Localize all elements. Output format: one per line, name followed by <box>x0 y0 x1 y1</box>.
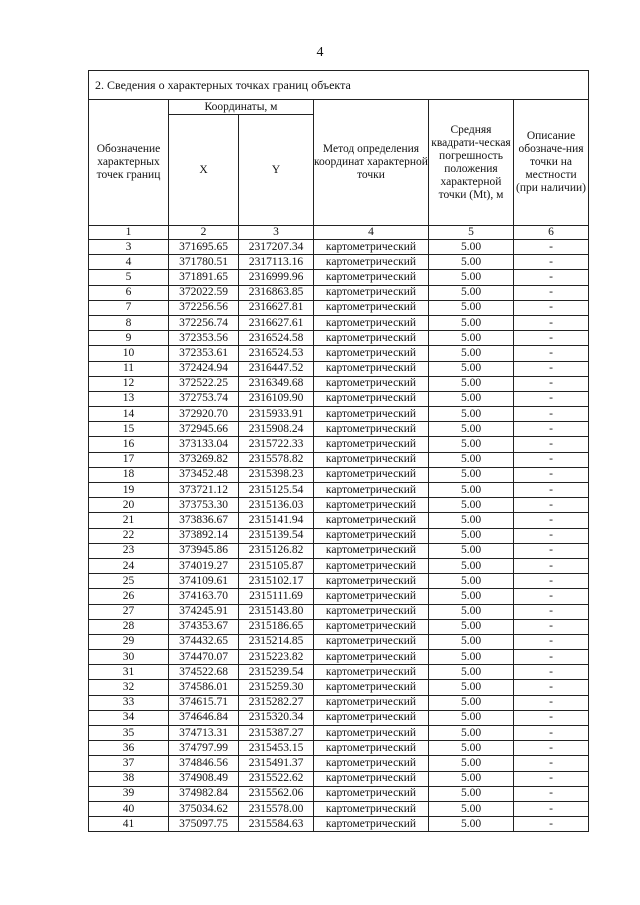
coord-x: 374470.07 <box>169 650 239 665</box>
description: - <box>514 801 589 816</box>
coord-x: 375034.62 <box>169 801 239 816</box>
point-number: 33 <box>89 695 169 710</box>
method: картометрический <box>314 786 429 801</box>
point-number: 17 <box>89 452 169 467</box>
table-row <box>89 285 589 300</box>
coord-x: 374797.99 <box>169 741 239 756</box>
point-number: 40 <box>89 801 169 816</box>
coord-x: 373721.12 <box>169 483 239 498</box>
point-number: 39 <box>89 786 169 801</box>
method: картометрический <box>314 240 429 255</box>
coord-y: 2315578.00 <box>239 801 314 816</box>
coord-x: 372945.66 <box>169 422 239 437</box>
point-number: 18 <box>89 467 169 482</box>
description: - <box>514 771 589 786</box>
error: 5.00 <box>429 437 514 452</box>
error: 5.00 <box>429 300 514 315</box>
coord-y: 2315522.62 <box>239 771 314 786</box>
table-row <box>89 710 589 725</box>
method: картометрический <box>314 467 429 482</box>
error: 5.00 <box>429 710 514 725</box>
point-number: 37 <box>89 756 169 771</box>
description: - <box>514 376 589 391</box>
column-number: 6 <box>514 226 589 240</box>
coord-y: 2315387.27 <box>239 726 314 741</box>
method: картометрический <box>314 817 429 832</box>
error: 5.00 <box>429 285 514 300</box>
coord-y: 2315491.37 <box>239 756 314 771</box>
point-number: 22 <box>89 528 169 543</box>
coord-y: 2315398.23 <box>239 467 314 482</box>
coord-y: 2315320.34 <box>239 710 314 725</box>
method: картометрический <box>314 771 429 786</box>
table-row <box>89 634 589 649</box>
coord-y: 2316863.85 <box>239 285 314 300</box>
coord-x: 371695.65 <box>169 240 239 255</box>
description: - <box>514 619 589 634</box>
description: - <box>514 558 589 573</box>
coord-x: 373945.86 <box>169 543 239 558</box>
point-number: 38 <box>89 771 169 786</box>
table-row <box>89 346 589 361</box>
error: 5.00 <box>429 270 514 285</box>
coord-x: 374908.49 <box>169 771 239 786</box>
coord-x: 374019.27 <box>169 558 239 573</box>
error: 5.00 <box>429 665 514 680</box>
coord-x: 372353.56 <box>169 331 239 346</box>
header-point: Обозначение характерных точек границ <box>89 100 169 226</box>
table-row <box>89 498 589 513</box>
coord-y: 2315722.33 <box>239 437 314 452</box>
description: - <box>514 528 589 543</box>
coord-y: 2315214.85 <box>239 634 314 649</box>
error: 5.00 <box>429 240 514 255</box>
error: 5.00 <box>429 650 514 665</box>
table-row <box>89 255 589 270</box>
point-number: 10 <box>89 346 169 361</box>
table-row <box>89 270 589 285</box>
error: 5.00 <box>429 756 514 771</box>
description: - <box>514 467 589 482</box>
coord-x: 372424.94 <box>169 361 239 376</box>
coord-y: 2315562.06 <box>239 786 314 801</box>
coord-x: 374646.84 <box>169 710 239 725</box>
coord-y: 2315453.15 <box>239 741 314 756</box>
method: картометрический <box>314 331 429 346</box>
column-number: 3 <box>239 226 314 240</box>
coord-y: 2315584.63 <box>239 817 314 832</box>
method: картометрический <box>314 558 429 573</box>
method: картометрический <box>314 422 429 437</box>
coord-x: 374245.91 <box>169 604 239 619</box>
table-body <box>89 240 589 832</box>
table-row <box>89 467 589 482</box>
error: 5.00 <box>429 574 514 589</box>
coord-x: 372256.56 <box>169 300 239 315</box>
table-row <box>89 726 589 741</box>
table-row <box>89 300 589 315</box>
point-number: 31 <box>89 665 169 680</box>
coord-y: 2316109.90 <box>239 391 314 406</box>
coord-y: 2315259.30 <box>239 680 314 695</box>
description: - <box>514 437 589 452</box>
error: 5.00 <box>429 361 514 376</box>
method: картометрический <box>314 255 429 270</box>
header-method: Метод определения координат характерной точки <box>314 100 429 226</box>
point-number: 6 <box>89 285 169 300</box>
error: 5.00 <box>429 558 514 573</box>
error: 5.00 <box>429 255 514 270</box>
coord-x: 373892.14 <box>169 528 239 543</box>
table-row <box>89 665 589 680</box>
coord-y: 2317207.34 <box>239 240 314 255</box>
error: 5.00 <box>429 331 514 346</box>
method: картометрический <box>314 498 429 513</box>
table-row <box>89 513 589 528</box>
point-number: 8 <box>89 315 169 330</box>
point-number: 7 <box>89 300 169 315</box>
coord-y: 2315239.54 <box>239 665 314 680</box>
coord-x: 374522.68 <box>169 665 239 680</box>
coord-y: 2315143.80 <box>239 604 314 619</box>
error: 5.00 <box>429 483 514 498</box>
description: - <box>514 741 589 756</box>
point-number: 14 <box>89 407 169 422</box>
table-row <box>89 558 589 573</box>
point-number: 41 <box>89 817 169 832</box>
coord-x: 371891.65 <box>169 270 239 285</box>
method: картометрический <box>314 528 429 543</box>
coord-y: 2317113.16 <box>239 255 314 270</box>
description: - <box>514 315 589 330</box>
coord-x: 372753.74 <box>169 391 239 406</box>
coord-x: 373753.30 <box>169 498 239 513</box>
error: 5.00 <box>429 726 514 741</box>
description: - <box>514 513 589 528</box>
table-row <box>89 376 589 391</box>
table-row <box>89 452 589 467</box>
description: - <box>514 483 589 498</box>
method: картометрический <box>314 437 429 452</box>
error: 5.00 <box>429 695 514 710</box>
error: 5.00 <box>429 619 514 634</box>
coord-y: 2316627.81 <box>239 300 314 315</box>
point-number: 11 <box>89 361 169 376</box>
description: - <box>514 543 589 558</box>
coord-x: 373836.67 <box>169 513 239 528</box>
point-number: 27 <box>89 604 169 619</box>
table-row <box>89 756 589 771</box>
method: картометрический <box>314 710 429 725</box>
description: - <box>514 407 589 422</box>
error: 5.00 <box>429 771 514 786</box>
description: - <box>514 604 589 619</box>
point-number: 35 <box>89 726 169 741</box>
point-number: 23 <box>89 543 169 558</box>
point-number: 12 <box>89 376 169 391</box>
coord-y: 2316447.52 <box>239 361 314 376</box>
coord-x: 373452.48 <box>169 467 239 482</box>
coord-x: 374109.61 <box>169 574 239 589</box>
coord-y: 2315139.54 <box>239 528 314 543</box>
method: картометрический <box>314 650 429 665</box>
table-row <box>89 437 589 452</box>
point-number: 24 <box>89 558 169 573</box>
coord-y: 2315136.03 <box>239 498 314 513</box>
description: - <box>514 361 589 376</box>
coord-y: 2315102.17 <box>239 574 314 589</box>
description: - <box>514 650 589 665</box>
error: 5.00 <box>429 467 514 482</box>
table-row <box>89 619 589 634</box>
description: - <box>514 756 589 771</box>
method: картометрический <box>314 665 429 680</box>
description: - <box>514 817 589 832</box>
table-row <box>89 422 589 437</box>
coord-y: 2315111.69 <box>239 589 314 604</box>
error: 5.00 <box>429 498 514 513</box>
point-number: 20 <box>89 498 169 513</box>
description: - <box>514 574 589 589</box>
table-row <box>89 574 589 589</box>
header-error: Средняя квадрати-ческая погрешность положения характерной точки (Mt), м <box>429 100 514 226</box>
error: 5.00 <box>429 634 514 649</box>
coord-x: 374713.31 <box>169 726 239 741</box>
error: 5.00 <box>429 528 514 543</box>
method: картометрический <box>314 634 429 649</box>
description: - <box>514 255 589 270</box>
description: - <box>514 680 589 695</box>
point-number: 16 <box>89 437 169 452</box>
error: 5.00 <box>429 786 514 801</box>
table-row <box>89 817 589 832</box>
description: - <box>514 240 589 255</box>
coord-x: 372353.61 <box>169 346 239 361</box>
coord-x: 374615.71 <box>169 695 239 710</box>
table-row <box>89 589 589 604</box>
coord-x: 372920.70 <box>169 407 239 422</box>
coord-x: 374163.70 <box>169 589 239 604</box>
coord-y: 2315186.65 <box>239 619 314 634</box>
description: - <box>514 726 589 741</box>
point-number: 36 <box>89 741 169 756</box>
error: 5.00 <box>429 391 514 406</box>
method: картометрический <box>314 756 429 771</box>
boundary-points-table <box>88 70 589 832</box>
coord-x: 373269.82 <box>169 452 239 467</box>
coord-x: 374432.65 <box>169 634 239 649</box>
table-row <box>89 315 589 330</box>
section-title: 2. Сведения о характерных точках границ объекта <box>89 71 589 100</box>
coord-y: 2315126.82 <box>239 543 314 558</box>
table-row <box>89 801 589 816</box>
coord-y: 2316524.53 <box>239 346 314 361</box>
table-row <box>89 680 589 695</box>
description: - <box>514 391 589 406</box>
table-row <box>89 483 589 498</box>
description: - <box>514 695 589 710</box>
point-number: 26 <box>89 589 169 604</box>
column-number: 1 <box>89 226 169 240</box>
point-number: 30 <box>89 650 169 665</box>
description: - <box>514 634 589 649</box>
error: 5.00 <box>429 741 514 756</box>
description: - <box>514 589 589 604</box>
point-number: 3 <box>89 240 169 255</box>
coord-y: 2315105.87 <box>239 558 314 573</box>
table-row <box>89 543 589 558</box>
description: - <box>514 452 589 467</box>
table-row <box>89 650 589 665</box>
point-number: 19 <box>89 483 169 498</box>
coord-y: 2315282.27 <box>239 695 314 710</box>
coord-x: 374982.84 <box>169 786 239 801</box>
method: картометрический <box>314 741 429 756</box>
coord-x: 372256.74 <box>169 315 239 330</box>
error: 5.00 <box>429 422 514 437</box>
point-number: 28 <box>89 619 169 634</box>
point-number: 4 <box>89 255 169 270</box>
table-row <box>89 741 589 756</box>
table-row <box>89 407 589 422</box>
error: 5.00 <box>429 680 514 695</box>
description: - <box>514 331 589 346</box>
coord-x: 372522.25 <box>169 376 239 391</box>
table-row <box>89 331 589 346</box>
point-number: 9 <box>89 331 169 346</box>
error: 5.00 <box>429 817 514 832</box>
method: картометрический <box>314 452 429 467</box>
error: 5.00 <box>429 604 514 619</box>
point-number: 32 <box>89 680 169 695</box>
error: 5.00 <box>429 407 514 422</box>
method: картометрический <box>314 376 429 391</box>
point-number: 25 <box>89 574 169 589</box>
point-number: 13 <box>89 391 169 406</box>
method: картометрический <box>314 270 429 285</box>
error: 5.00 <box>429 801 514 816</box>
table-row <box>89 528 589 543</box>
coord-y: 2315908.24 <box>239 422 314 437</box>
coord-y: 2315125.54 <box>239 483 314 498</box>
description: - <box>514 665 589 680</box>
column-number: 4 <box>314 226 429 240</box>
method: картометрический <box>314 285 429 300</box>
description: - <box>514 270 589 285</box>
coord-x: 374586.01 <box>169 680 239 695</box>
header-coordinates: Координаты, м <box>169 100 314 115</box>
method: картометрический <box>314 361 429 376</box>
coord-y: 2315223.82 <box>239 650 314 665</box>
description: - <box>514 710 589 725</box>
method: картометрический <box>314 589 429 604</box>
error: 5.00 <box>429 346 514 361</box>
coord-y: 2315578.82 <box>239 452 314 467</box>
error: 5.00 <box>429 376 514 391</box>
header-description: Описание обозначе-ния точки на местности (при наличии) <box>514 100 589 226</box>
description: - <box>514 498 589 513</box>
method: картометрический <box>314 801 429 816</box>
column-number: 5 <box>429 226 514 240</box>
method: картометрический <box>314 574 429 589</box>
point-number: 15 <box>89 422 169 437</box>
method: картометрический <box>314 407 429 422</box>
method: картометрический <box>314 513 429 528</box>
point-number: 29 <box>89 634 169 649</box>
point-number: 21 <box>89 513 169 528</box>
coord-y: 2316349.68 <box>239 376 314 391</box>
method: картометрический <box>314 619 429 634</box>
method: картометрический <box>314 315 429 330</box>
description: - <box>514 346 589 361</box>
error: 5.00 <box>429 543 514 558</box>
method: картометрический <box>314 680 429 695</box>
method: картометрический <box>314 483 429 498</box>
coord-x: 374353.67 <box>169 619 239 634</box>
coord-y: 2316524.58 <box>239 331 314 346</box>
method: картометрический <box>314 695 429 710</box>
coord-y: 2315141.94 <box>239 513 314 528</box>
coord-y: 2315933.91 <box>239 407 314 422</box>
method: картометрический <box>314 300 429 315</box>
method: картометрический <box>314 346 429 361</box>
error: 5.00 <box>429 513 514 528</box>
header-y: Y <box>239 115 314 226</box>
table-row <box>89 391 589 406</box>
table-row <box>89 771 589 786</box>
error: 5.00 <box>429 315 514 330</box>
coord-y: 2316999.96 <box>239 270 314 285</box>
coord-x: 371780.51 <box>169 255 239 270</box>
description: - <box>514 422 589 437</box>
method: картометрический <box>314 543 429 558</box>
coord-x: 374846.56 <box>169 756 239 771</box>
table-row <box>89 240 589 255</box>
description: - <box>514 786 589 801</box>
coord-x: 373133.04 <box>169 437 239 452</box>
column-number: 2 <box>169 226 239 240</box>
description: - <box>514 285 589 300</box>
error: 5.00 <box>429 589 514 604</box>
method: картометрический <box>314 726 429 741</box>
table-row <box>89 604 589 619</box>
point-number: 34 <box>89 710 169 725</box>
coord-y: 2316627.61 <box>239 315 314 330</box>
table-row <box>89 695 589 710</box>
table-row <box>89 786 589 801</box>
header-x: X <box>169 115 239 226</box>
page-number: 4 <box>316 45 324 60</box>
table-row <box>89 361 589 376</box>
method: картометрический <box>314 604 429 619</box>
method: картометрический <box>314 391 429 406</box>
error: 5.00 <box>429 452 514 467</box>
coord-x: 375097.75 <box>169 817 239 832</box>
point-number: 5 <box>89 270 169 285</box>
coord-x: 372022.59 <box>169 285 239 300</box>
description: - <box>514 300 589 315</box>
